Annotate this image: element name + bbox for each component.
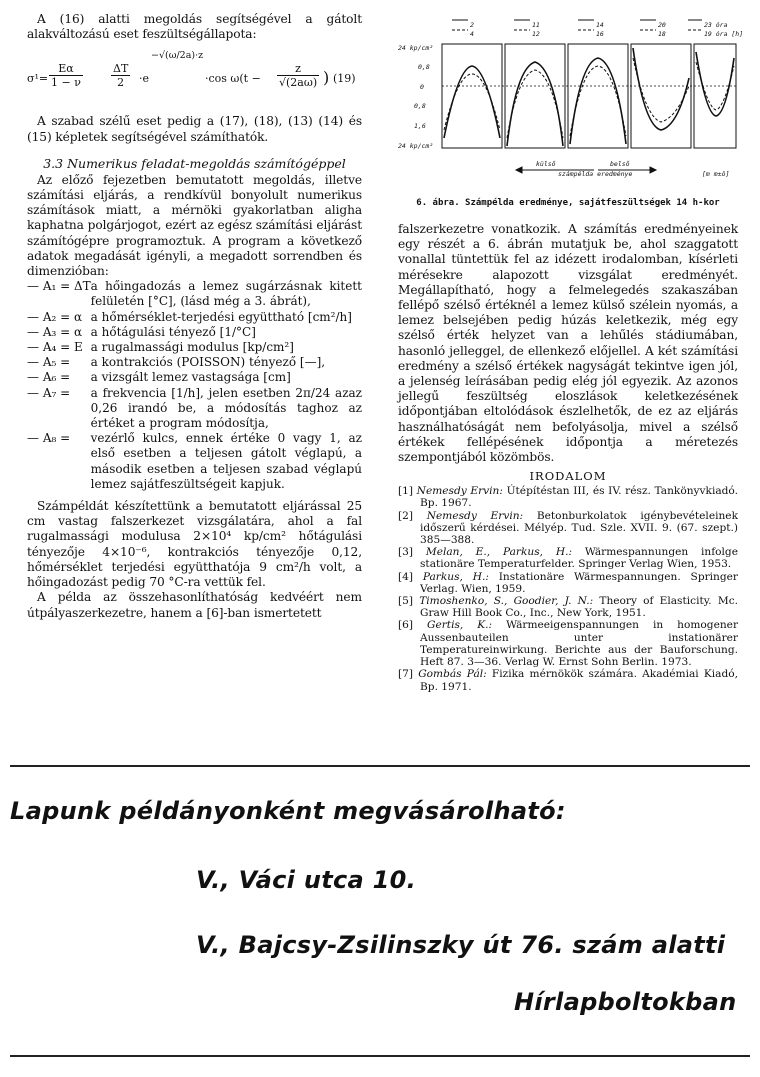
panel-3-frame: [568, 44, 628, 148]
panel-5-frame: [694, 44, 736, 148]
parameter-row: [27, 431, 362, 492]
parameter-description: vezérlő kulcs, ennek értéke 0 vagy 1, az első esetben a teljesen gátolt véglapú, a második esetben a teljesen szabad véglapú lemez sajátfeszültségeit kapjuk.: [90, 431, 362, 491]
paragraph-3: A példa az összehasonlíthatóság kedvéért nem útpályaszerkezetre, hanem a [6]-ban ismertetett: [27, 590, 362, 620]
reference-number: [7]: [398, 668, 414, 681]
reference-author: Timoshenko, S., Goodier, J. N.:: [419, 595, 594, 608]
ad-line-3: V., Bajcsy-Zsilinszky út 76. szám alatti: [196, 931, 726, 959]
bottom-rule: [10, 1055, 750, 1057]
parameter-symbol: — A₇ =: [27, 385, 71, 400]
parameter-symbol: — A₂ = α: [27, 309, 83, 324]
panel-1-frame: [442, 44, 502, 148]
formula-19: [27, 48, 362, 110]
right-paragraph-1: falszerkezetre vonatkozik. A számítás eredményeinek egy részét a 6. ábrán mutatjuk be, ahol szaggatott vonallal tüntettük fel az idézett irodalomban, kísérleti mérésekre alapozott vizsgálat eredményét. Megállapítható, hogy a felmelegedés szakaszában fellépő szélső értéknél a lemez külső szélein nyomás, a lemez belsejében pedig húzás keletkezik, még egy szélső érték helyzet van a lehűlés stádiumában, hasonló jelleggel, de ellenkező előjellel. A két számítási eredmény a szélső értékek nagyságát tekintve igen jól, a jelenség leírásában pedig elég jól egyezik. Az azonos jellegű feszültség eloszlások keletkezésének időpontjában eltolódások észlelhetők, de ez az eljárás használhatóságát nem befolyásolja, mivel a szélső értékek fellépésének időpontja a méretezés szempontjából közömbös.: [398, 222, 738, 465]
parameter-symbol: — A₄ = E: [27, 340, 83, 355]
reference-author: Melan, E., Parkus, H.:: [425, 546, 573, 559]
paragraph-1: Az előző fejezetben bemutatott megoldás, illetve számítási eljárás, a rendkívül bonyolult numerikus számítások miatt, a mérnöki gyakorlatban aligha kaphatna polgárjogot, ezért az egész számítási eljárást számítógépre programoztuk. A program a következő adatok megadását igényli, a megadott sorrendben és dimenzióban:: [27, 172, 362, 279]
y-tick-5: 24 kp/cm²: [398, 142, 434, 150]
arrow-right-head: [650, 167, 656, 173]
right-column: [398, 0, 744, 693]
reference-item: [398, 546, 738, 570]
formula-cos: ·cos ω(t −: [205, 72, 261, 86]
figure-6: [398, 18, 744, 196]
parameter-description: a rugalmassági modulus [kp/cm²]: [90, 340, 294, 355]
section-title: 3.3 Numerikus feladat-megoldás számítógéppel: [43, 155, 346, 171]
x-note: [m m±ö]: [702, 170, 730, 178]
reference-number: [3]: [398, 546, 414, 559]
reference-author: Nemesdy Ervin:: [426, 509, 524, 522]
reference-item: [398, 595, 738, 619]
figure-caption: 6. ábra. Számpélda eredménye, sajátfeszültségek 14 h-kor: [416, 198, 720, 208]
parameter-row: [27, 355, 362, 370]
left-column: [27, 0, 362, 621]
parameter-row: [27, 310, 362, 325]
y-tick-1: 0,8: [418, 63, 430, 71]
parameter-description: a hőingadozás a lemez sugárzásnak kitett felületén [°C], (lásd még a 3. ábrát),: [90, 279, 362, 309]
top-rule: [10, 765, 750, 767]
legend-1: 2: [470, 21, 474, 29]
x-left-label: külső: [536, 160, 556, 168]
parameter-description: a hőmérséklet-terjedési együttható [cm²/h]: [90, 309, 352, 324]
panel-2-curve-dashed: [507, 70, 563, 138]
reference-item: [398, 485, 738, 509]
reference-item: [398, 510, 738, 547]
legend-2: 4: [470, 30, 474, 38]
x-mid-label: számpélda eredménye: [558, 170, 633, 178]
parameter-row: [27, 279, 362, 309]
reference-number: [6]: [398, 619, 414, 632]
legend-9: 23 óra: [704, 21, 728, 29]
panel-2-curve-solid: [507, 62, 563, 146]
reference-item: [398, 571, 738, 595]
after-formula-text: A szabad szélű eset pedig a (17), (18), (13) (14) és (15) képletek segítségével számíthatók.: [27, 114, 362, 144]
reference-number: [1]: [398, 485, 414, 498]
parameter-symbol: — A₅ =: [27, 355, 71, 370]
parameter-symbol: — A₃ = α: [27, 324, 83, 339]
formula-fraction-1: $\frac{E\alpha}{1 - \nu}$: [51, 62, 81, 90]
reference-author: Parkus, H.:: [422, 570, 489, 583]
formula-exponent: −√(ω/2a)·z: [151, 50, 204, 62]
legend-10: 19 óra [h]: [704, 30, 744, 38]
formula-close: ): [323, 68, 330, 88]
parameter-list: [27, 279, 362, 492]
intro-text: A (16) alatti megoldás segítségével a gátolt alakváltozású eset feszültségállapota:: [27, 12, 362, 42]
legend-6: 16: [596, 30, 604, 38]
parameter-row: [27, 340, 362, 355]
reference-title: Betonburkolatok igénybevételeinek időszerű kérdései. Mélyép. Tud. Szle. XVII. 9. (67. szept.) 385—388.: [420, 509, 738, 547]
reference-number: [5]: [398, 595, 414, 608]
y-tick-4: 1,6: [414, 122, 426, 130]
reference-list: [398, 485, 738, 692]
reference-title: Instationäre Wärmespannungen. Springer Verlag. Wien, 1959.: [420, 570, 738, 595]
references-title: IRODALOM: [529, 469, 607, 484]
x-right-label: belső: [610, 160, 630, 168]
panel-5-curve-solid: [696, 52, 734, 116]
stress-chart: [398, 18, 744, 196]
reference-author: Gombás Pál:: [418, 668, 487, 681]
panel-4-curve-dashed: [633, 58, 689, 122]
parameter-symbol: — A₁ = ΔT: [27, 279, 91, 294]
y-tick-0: 24 kp/cm²: [398, 44, 434, 52]
legend-8: 18: [658, 30, 666, 38]
legend-5: 14: [596, 21, 604, 29]
reference-title: Wärmespannungen infolge stationäre Temperaturfelder. Springer Verlag Wien, 1953.: [420, 546, 738, 571]
ad-line-1: Lapunk példányonként megvásárolható:: [10, 797, 566, 825]
legend-4: 12: [532, 30, 540, 38]
formula-number: (19): [333, 72, 356, 86]
reference-number: [4]: [398, 570, 414, 583]
parameter-row: [27, 370, 362, 385]
reference-item: [398, 668, 738, 692]
parameter-description: a hőtágulási tényező [1/°C]: [90, 324, 256, 339]
formula-fraction-3: $\frac{z}{√(2a\omega)}$: [279, 62, 318, 90]
panel-3-curve-solid: [570, 58, 626, 144]
y-tick-2: 0: [420, 83, 424, 91]
legend-3: 11: [532, 21, 540, 29]
formula-lhs: σ¹=: [27, 72, 49, 86]
reference-title: Fizika mérnökök számára. Akadémiai Kiadó, Bp. 1971.: [420, 668, 739, 693]
parameter-row: [27, 386, 362, 432]
y-tick-3: 0,8: [414, 102, 426, 110]
arrow-left-head: [516, 167, 522, 173]
parameter-symbol: — A₈ =: [27, 431, 71, 446]
reference-title: Wärmeeigenspannungen in homogener Aussenbauteilen unter instationärer Temperatureinwirkung. Berichte aus der Bauforschung. Heft 87. 3—36. Verlag W. Ernst Sohn Berlin. 1973.: [420, 619, 739, 669]
legend-7: 20: [658, 21, 666, 29]
ad-line-4: Hírlapboltokban: [514, 988, 737, 1016]
paragraph-2: Számpéldát készítettünk a bemutatott eljárással 25 cm vastag falszerkezet vizsgálatára, ahol a fal rugalmassági modulusa 2×10⁴ kp/cm² hőtágulási tényezője 4×10⁻⁶, kontrakciós tényezője 0,12, hőmérséklet terjedési együtthatója 9 cm²/h volt, a hőingadozást pedig 70 °C-ra vettük fel.: [27, 499, 362, 590]
parameter-description: a kontrakciós (POISSON) tényező [—],: [90, 355, 326, 370]
reference-item: [398, 619, 738, 668]
formula-e: ·e: [139, 72, 150, 86]
parameter-description: a vizsgált lemez vastagsága [cm]: [90, 370, 291, 385]
parameter-row: [27, 325, 362, 340]
reference-title: Theory of Elasticity. Mc. Graw Hill Book Co., Inc., New York, 1951.: [420, 595, 738, 620]
parameter-description: a frekvencia [1/h], jelen esetben 2π/24 azaz 0,26 irandó be, a módosítás taghoz az értéket a program módosítja,: [90, 385, 362, 431]
panel-4-frame: [631, 44, 691, 148]
panel-2-frame: [505, 44, 565, 148]
reference-author: Gertis, K.:: [427, 619, 493, 632]
panel-3-curve-dashed: [570, 66, 626, 136]
reference-number: [2]: [398, 509, 414, 522]
ad-line-2: V., Váci utca 10.: [196, 866, 417, 894]
parameter-symbol: — A₆ =: [27, 370, 71, 385]
reference-title: Útépítéstan III, és IV. rész. Tankönyvkiadó. Bp. 1967.: [420, 485, 738, 510]
reference-author: Nemesdy Ervin:: [416, 485, 503, 498]
formula-fraction-2: $\frac{\Delta T}{2}$: [113, 62, 129, 90]
